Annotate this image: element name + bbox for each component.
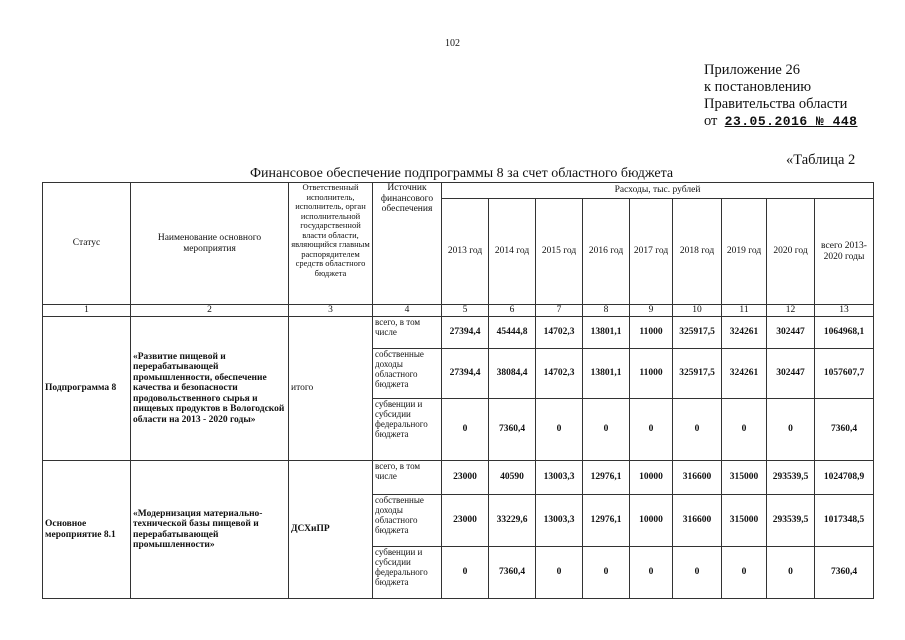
value-cell: 11000 xyxy=(630,317,673,349)
source-label: собственные доходы областного бюджета xyxy=(373,349,442,399)
value-cell: 315000 xyxy=(722,495,767,547)
header-year: 2017 год xyxy=(630,199,673,305)
value-cell: 1017348,5 xyxy=(815,495,874,547)
column-number: 10 xyxy=(673,305,722,317)
value-cell: 45444,8 xyxy=(489,317,536,349)
value-cell: 0 xyxy=(583,547,630,599)
table-title: Финансовое обеспечение подпрограммы 8 за счет областного бюджета xyxy=(250,166,674,181)
column-number: 2 xyxy=(131,305,289,317)
value-cell: 1024708,9 xyxy=(815,461,874,495)
appendix-line-2: к постановлению xyxy=(704,79,812,95)
page-number: 102 xyxy=(445,38,460,49)
source-label: всего, в том числе xyxy=(373,317,442,349)
value-cell: 7360,4 xyxy=(815,399,874,461)
column-number: 5 xyxy=(442,305,489,317)
value-cell: 11000 xyxy=(630,349,673,399)
value-cell: 40590 xyxy=(489,461,536,495)
row-executor: итого xyxy=(289,317,373,461)
header-year: 2018 год xyxy=(673,199,722,305)
value-cell: 0 xyxy=(767,399,815,461)
row-name: «Развитие пищевой и перерабатывающей промышленности, обеспечение качества и безопасности продовольственного сырья и пищевых продуктов в Вологодской области на 2013 - 2020 годы» xyxy=(131,317,289,461)
value-cell: 324261 xyxy=(722,317,767,349)
table-reference: «Таблица 2 xyxy=(786,152,856,168)
source-label: субвенции и субсидии федерального бюджета xyxy=(373,547,442,599)
header-expenses: Расходы, тыс. рублей xyxy=(442,183,874,199)
value-cell: 7360,4 xyxy=(489,547,536,599)
column-number: 7 xyxy=(536,305,583,317)
appendix-block xyxy=(704,62,857,130)
value-cell: 325917,5 xyxy=(673,349,722,399)
table-row xyxy=(43,461,874,495)
value-cell: 325917,5 xyxy=(673,317,722,349)
value-cell: 315000 xyxy=(722,461,767,495)
column-number: 9 xyxy=(630,305,673,317)
value-cell: 23000 xyxy=(442,461,489,495)
value-cell: 10000 xyxy=(630,495,673,547)
value-cell: 13003,3 xyxy=(536,461,583,495)
source-label: всего, в том числе xyxy=(373,461,442,495)
value-cell: 324261 xyxy=(722,349,767,399)
appendix-prefix: от xyxy=(704,113,718,129)
header-executor: Ответственный исполнитель, исполнитель, орган исполнительной государственной власти области, являющийся главным распорядителем средств областного бюджета xyxy=(289,183,373,305)
column-number: 12 xyxy=(767,305,815,317)
header-year-total: всего 2013-2020 годы xyxy=(815,199,874,305)
appendix-signature: 23.05.2016 № 448 xyxy=(724,114,858,129)
value-cell: 0 xyxy=(536,399,583,461)
row-status: Подпрограмма 8 xyxy=(43,317,131,461)
value-cell: 0 xyxy=(583,399,630,461)
row-name: «Модернизация материально-технической базы пищевой и перерабатывающей промышленности» xyxy=(131,461,289,599)
value-cell: 14702,3 xyxy=(536,317,583,349)
value-cell: 293539,5 xyxy=(767,495,815,547)
appendix-line-1: Приложение 26 xyxy=(704,62,800,78)
header-year: 2016 год xyxy=(583,199,630,305)
row-executor: ДСХиПР xyxy=(289,461,373,599)
value-cell: 0 xyxy=(630,547,673,599)
value-cell: 0 xyxy=(442,547,489,599)
row-status: Основное мероприятие 8.1 xyxy=(43,461,131,599)
column-number: 13 xyxy=(815,305,874,317)
value-cell: 12976,1 xyxy=(583,461,630,495)
value-cell: 0 xyxy=(722,547,767,599)
header-name: Наименование основного мероприятия xyxy=(131,183,289,305)
column-number: 11 xyxy=(722,305,767,317)
header-status: Статус xyxy=(43,183,131,305)
value-cell: 10000 xyxy=(630,461,673,495)
header-source: Источник финансового обеспечения xyxy=(373,183,442,305)
value-cell: 13801,1 xyxy=(583,349,630,399)
source-label: собственные доходы областного бюджета xyxy=(373,495,442,547)
value-cell: 0 xyxy=(722,399,767,461)
value-cell: 1064968,1 xyxy=(815,317,874,349)
source-label: субвенции и субсидии федерального бюджета xyxy=(373,399,442,461)
value-cell: 12976,1 xyxy=(583,495,630,547)
value-cell: 13801,1 xyxy=(583,317,630,349)
header-year: 2015 год xyxy=(536,199,583,305)
value-cell: 27394,4 xyxy=(442,317,489,349)
value-cell: 316600 xyxy=(673,495,722,547)
value-cell: 302447 xyxy=(767,317,815,349)
value-cell: 23000 xyxy=(442,495,489,547)
column-number: 8 xyxy=(583,305,630,317)
value-cell: 13003,3 xyxy=(536,495,583,547)
value-cell: 316600 xyxy=(673,461,722,495)
value-cell: 0 xyxy=(536,547,583,599)
value-cell: 0 xyxy=(630,399,673,461)
header-year: 2020 год xyxy=(767,199,815,305)
finance-table xyxy=(42,182,874,599)
value-cell: 33229,6 xyxy=(489,495,536,547)
appendix-date-line xyxy=(704,113,857,130)
table-row xyxy=(43,317,874,349)
value-cell: 0 xyxy=(442,399,489,461)
value-cell: 7360,4 xyxy=(815,547,874,599)
value-cell: 38084,4 xyxy=(489,349,536,399)
header-year: 2014 год xyxy=(489,199,536,305)
value-cell: 1057607,7 xyxy=(815,349,874,399)
value-cell: 293539,5 xyxy=(767,461,815,495)
value-cell: 0 xyxy=(673,399,722,461)
column-number: 1 xyxy=(43,305,131,317)
column-number: 4 xyxy=(373,305,442,317)
value-cell: 7360,4 xyxy=(489,399,536,461)
value-cell: 14702,3 xyxy=(536,349,583,399)
value-cell: 0 xyxy=(767,547,815,599)
header-year: 2013 год xyxy=(442,199,489,305)
value-cell: 27394,4 xyxy=(442,349,489,399)
appendix-line-3: Правительства области xyxy=(704,96,848,112)
column-number: 3 xyxy=(289,305,373,317)
value-cell: 302447 xyxy=(767,349,815,399)
header-year: 2019 год xyxy=(722,199,767,305)
column-number: 6 xyxy=(489,305,536,317)
value-cell: 0 xyxy=(673,547,722,599)
